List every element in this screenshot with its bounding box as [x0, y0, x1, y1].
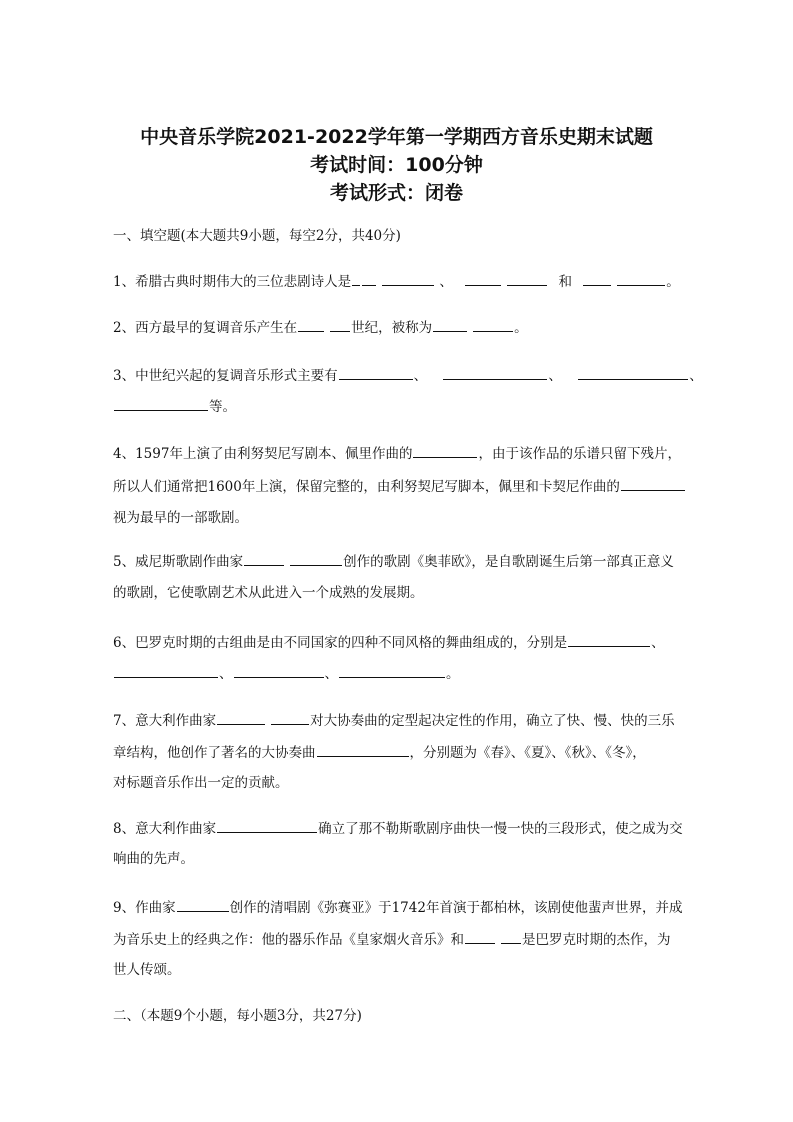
q6-sep-2: 、: [219, 666, 233, 682]
q1-blank-1c[interactable]: [382, 271, 434, 286]
q6-sep-3: 、: [324, 666, 338, 682]
question-6-line-2: [113, 663, 460, 684]
q5-text-c: 的歌剧，它使歌剧艺术从此进入一个成熟的发展期。: [113, 585, 424, 601]
q6-blank-1[interactable]: [568, 632, 650, 647]
q6-blank-3[interactable]: [234, 663, 324, 678]
q2-text-b: 世纪，被称为: [351, 320, 433, 336]
q3-blank-3[interactable]: [578, 365, 688, 380]
question-8-line-2: [113, 849, 194, 869]
question-9-line-1: [113, 897, 682, 918]
q7-text-a: 7、意大利作曲家: [113, 713, 217, 729]
q5-text-b: 创作的歌剧《奥菲欧》，是自歌剧诞生后第一部真正意义: [343, 554, 674, 570]
q3-blank-4[interactable]: [114, 396, 208, 411]
q7-text-c: 章结构，他创作了著名的大协奏曲: [113, 745, 316, 761]
question-1: [113, 271, 680, 292]
q9-blank-2b[interactable]: [501, 929, 521, 944]
q1-blank-3a[interactable]: [583, 271, 611, 286]
q7-blank-2[interactable]: [317, 742, 409, 757]
q8-text-b: 确立了那不勒斯歌剧序曲快一慢一快的三段形式，使之成为交: [318, 821, 683, 837]
q5-blank-1b[interactable]: [290, 551, 342, 566]
question-2: [113, 317, 528, 338]
q6-blank-4[interactable]: [339, 663, 445, 678]
q7-blank-1b[interactable]: [271, 710, 309, 725]
q1-end: 。: [666, 274, 680, 290]
q1-separator: 、: [439, 274, 453, 290]
q6-end: 。: [446, 666, 460, 682]
question-3-line-1: [113, 365, 703, 386]
q9-text-a: 9、作曲家: [113, 900, 176, 916]
q8-text-a: 8、意大利作曲家: [113, 821, 217, 837]
q6-text-a: 6、巴罗克时期的古组曲是由不同国家的四种不同风格的舞曲组成的，分别是: [113, 635, 568, 651]
q2-text-a: 2、西方最早的复调音乐产生在: [113, 320, 298, 336]
q3-sep-2: 、: [548, 368, 562, 384]
question-4-line-2: [113, 476, 686, 497]
exam-title: 中央音乐学院2021-2022学年第一学期西方音乐史期末试题: [140, 126, 653, 148]
q9-text-b: 创作的清唱剧《弥赛亚》于1742年首演于都柏林，该剧使他蜚声世界，并成: [229, 900, 683, 916]
q7-text-d: ，分别题为《春》、《夏》、《秋》、《冬》，: [409, 745, 646, 761]
q3-end: 等。: [209, 399, 236, 415]
question-3-line-2: [113, 396, 236, 417]
q4-text-a: 4、1597年上演了由利努契尼写剧本、佩里作曲的: [113, 446, 413, 462]
q4-blank-1[interactable]: [413, 443, 477, 458]
q3-text: 3、中世纪兴起的复调音乐形式主要有: [113, 368, 338, 384]
question-5-line-1: [113, 551, 674, 572]
q4-blank-2[interactable]: [621, 476, 685, 491]
q3-sep-1: 、: [413, 368, 428, 384]
q1-blank-1a[interactable]: [352, 271, 360, 286]
q8-text-c: 响曲的先声。: [113, 851, 194, 867]
q9-blank-2a[interactable]: [465, 929, 495, 944]
q9-blank-1[interactable]: [177, 897, 229, 912]
q5-text-a: 5、威尼斯歌剧作曲家: [113, 554, 244, 570]
q6-sep-1: 、: [651, 635, 665, 651]
q1-blank-2a[interactable]: [465, 271, 501, 286]
q2-blank-2b[interactable]: [473, 317, 513, 332]
question-4-line-3: [113, 508, 248, 528]
exam-form: 考试形式：闭卷: [329, 182, 463, 204]
question-6-line-1: [113, 632, 665, 653]
q2-blank-2a[interactable]: [433, 317, 467, 332]
q8-blank-1[interactable]: [217, 818, 317, 833]
q3-sep-3: 、: [689, 368, 703, 384]
q9-text-d: 是巴罗克时期的杰作，为: [522, 932, 671, 948]
q3-blank-1[interactable]: [339, 365, 413, 380]
q7-text-b: 对大协奏曲的定型起决定性的作用，确立了快、慢、快的三乐: [310, 713, 675, 729]
q2-end: 。: [514, 320, 528, 336]
question-8-line-1: [113, 818, 683, 839]
question-4-line-1: [113, 443, 681, 464]
question-7-line-3: [113, 773, 289, 793]
question-7-line-2: [113, 742, 646, 763]
question-9-line-2: [113, 929, 671, 950]
q2-blank-1b[interactable]: [330, 317, 350, 332]
q1-blank-3b[interactable]: [617, 271, 665, 286]
q1-blank-2b[interactable]: [507, 271, 547, 286]
q3-blank-2[interactable]: [443, 365, 547, 380]
q5-blank-1a[interactable]: [244, 551, 284, 566]
q7-text-e: 对标题音乐作出一定的贡献。: [113, 775, 289, 791]
q2-blank-1a[interactable]: [298, 317, 324, 332]
q1-text: 1、希腊古典时期伟大的三位悲剧诗人是: [113, 274, 352, 290]
exam-time: 考试时间：100分钟: [310, 154, 483, 176]
section2-heading: 二、（本题9个小题，每小题3分，共27分): [113, 1008, 362, 1024]
q1-and: 和: [558, 274, 572, 290]
q9-text-e: 世人传颂。: [113, 962, 181, 978]
question-5-line-2: [113, 583, 424, 603]
q7-blank-1a[interactable]: [217, 710, 265, 725]
question-9-line-3: [113, 960, 181, 980]
q4-text-d: 视为最早的一部歌剧。: [113, 510, 248, 526]
q1-blank-1b[interactable]: [362, 271, 376, 286]
q6-blank-2[interactable]: [114, 663, 218, 678]
section1-heading: 一、填空题(本大题共9小题，每空2分，共40分): [113, 228, 401, 244]
q9-text-c: 为音乐史上的经典之作：他的器乐作品《皇家烟火音乐》和: [113, 932, 464, 948]
question-7-line-1: [113, 710, 675, 731]
q4-text-c: 所以人们通常把1600年上演，保留完整的，由利努契尼写脚本，佩里和卡契尼作曲的: [113, 479, 620, 495]
q4-text-b: ，由于该作品的乐谱只留下残片，: [478, 446, 681, 462]
